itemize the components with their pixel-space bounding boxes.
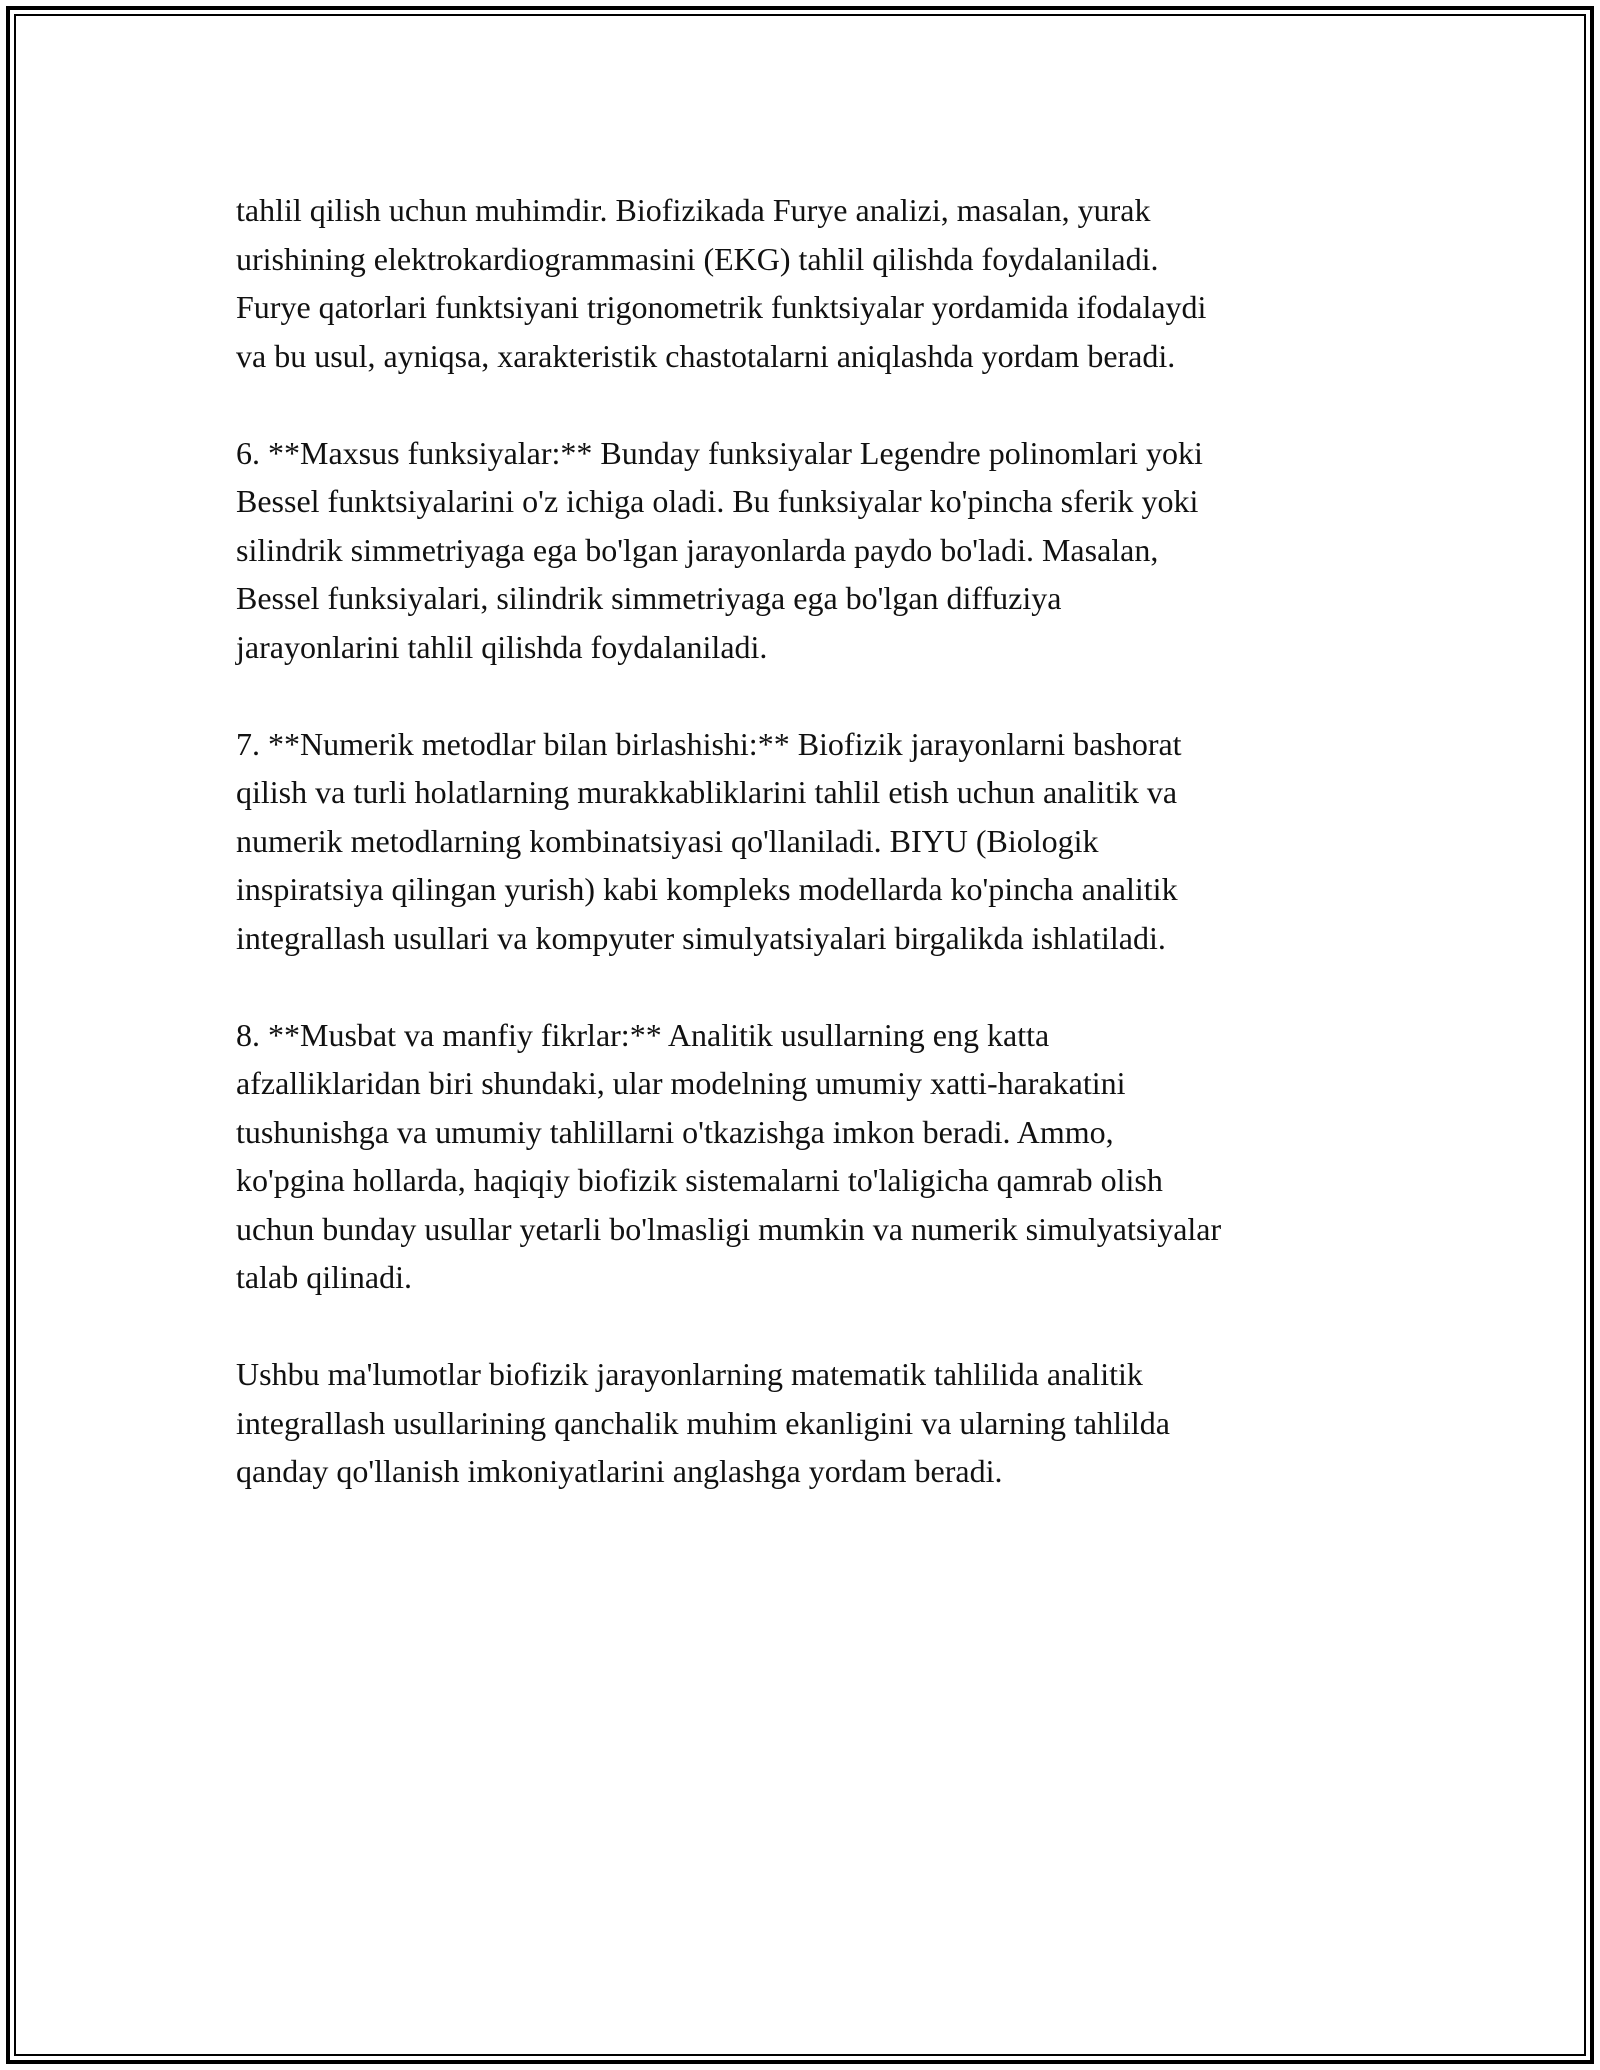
text-line: talab qilinadi. [236,1259,412,1295]
text-line: integrallash usullari va kompyuter simulyatsiyalari birgalikda ishlatiladi. [236,919,1166,956]
text-line: numerik metodlarning kombinatsiyasi qo'llaniladi. BIYU (Biologik [236,822,1099,859]
text-line: Bessel funksiyalari, silindrik simmetriyaga ega bo'lgan diffuziya [236,580,1062,616]
text-line: silindrik simmetriyaga ega bo'lgan jarayonlarda paydo bo'ladi. Masalan, [236,531,1159,568]
text-line: afzalliklaridan biri shundaki, ular modelning umumiy xatti-harakatini [236,1065,1126,1101]
text-line: jarayonlarini tahlil qilishda foydalaniladi. [236,628,768,665]
text-line: Bessel funktsiyalarini o'z ichiga oladi. Bu funksiyalar ko'pincha sferik yoki [236,483,1199,519]
text-line: urishining elektrokardiogrammasini (EKG) tahlil qilishda foydalaniladi. [236,240,1159,277]
text-line: va bu usul, ayniqsa, xarakteristik chastotalarni aniqlashda yordam beradi. [236,337,1176,374]
text-line: inspiratsiya qilingan yurish) kabi kompleks modellarda ko'pincha analitik [236,871,1178,907]
text-line: tahlil qilish uchun muhimdir. Biofizikada Furye analizi, masalan, yurak [236,192,1151,228]
text-line: qilish va turli holatlarning murakkabliklarini tahlil etish uchun analitik va [236,774,1178,810]
paragraph-fourier [236,186,1386,380]
paragraph-special-functions [236,429,1386,672]
text-line: ko'pgina hollarda, haqiqiy biofizik sistemalarni to'laligicha qamrab olish [236,1162,1163,1198]
text-line: uchun bunday usullar yetarli bo'lmasligi mumkin va numerik simulyatsiyalar [236,1210,1222,1247]
text-line: tushunishga va umumiy tahlillarni o'tkazishga imkon beradi. Ammo, [236,1113,1114,1150]
paragraph-conclusion [236,1350,1386,1496]
text-line: 8. **Musbat va manfiy fikrlar:** Analitik usullarning eng katta [236,1016,1050,1053]
text-line: Furye qatorlari funktsiyani trigonometrik funktsiyalar yordamida ifodalaydi [236,289,1207,325]
text-line: Ushbu ma'lumotlar biofizik jarayonlarning matematik tahlilida analitik [236,1356,1143,1392]
paragraph-numeric-methods [236,720,1386,963]
text-line: 6. **Maxsus funksiyalar:** Bunday funksiyalar Legendre polinomlari yoki [236,434,1203,471]
text-line: integrallash usullarining qanchalik muhim ekanligini va ularning tahlilda [236,1404,1170,1441]
text-line: qanday qo'llanish imkoniyatlarini anglashga yordam beradi. [236,1453,1003,1489]
text-line: 7. **Numerik metodlar bilan birlashishi:** Biofizik jarayonlarni bashorat [236,725,1182,762]
document-body [236,186,1386,1544]
paragraph-pros-cons [236,1011,1386,1302]
